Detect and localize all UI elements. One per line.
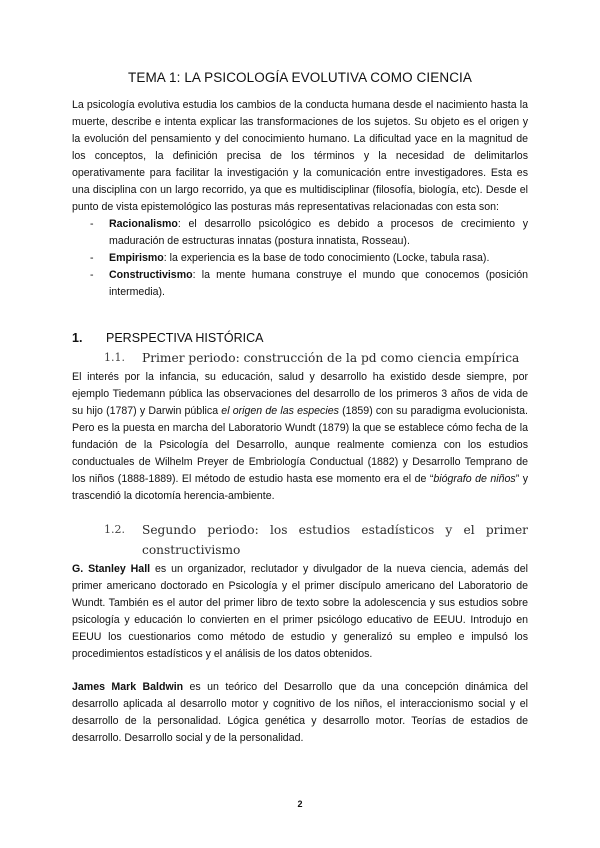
list-dash: - [90, 218, 94, 230]
person-name: G. Stanley Hall [72, 563, 151, 575]
term-racionalismo: Racionalismo [109, 218, 178, 230]
list-item [90, 250, 528, 267]
intro-paragraph: La psicología evolutiva estudia los cambios de la conducta humana desde el nacimiento hasta la muerte, describe e intenta explicar las transformaciones de los sujetos. Su objeto es el origen y la evolución del pensamiento y del conocimiento humano. La dificultad yace en la magnitud de los conceptos, la definición precisa de los términos y la necesidad de delimitarlos operativamente para facilitar la investigación y la comunicación entre investigadores. Esta es una disciplina con un largo recorrido, ya que es multidisciplinar (filosofía, biología, etc). Desde el punto de vista epistemológico las posturas más representativas relacionadas con esta son: [72, 99, 528, 213]
section-number: 1. [72, 331, 83, 345]
term-description: : el desarrollo psicológico es debido a procesos de crecimiento y maduración de estructuras innatas (postura innatista, Rosseau). [109, 218, 528, 247]
list-dash: - [90, 252, 94, 264]
page-number: 2 [297, 799, 303, 809]
subsection-heading-continuation [72, 541, 528, 559]
section-heading [72, 331, 528, 345]
term-constructivismo: Constructivismo [109, 269, 193, 281]
body-paragraph: James Mark Baldwin es un teórico del Desarrollo que da una concepción dinámica del desarrollo aplicada al desarrollo motor y cognitivo de los niños, el interaccionismo social y el desarrollo de la personalidad. Lógica genética y desarrollo motor. Teorías de estadios de desarrollo. Desarrollo social y de la personalidad. [72, 681, 528, 744]
list-dash: - [90, 269, 94, 281]
subsection-title-line2: constructivismo [142, 543, 241, 557]
list-item [90, 216, 528, 250]
italic-term: biógrafo de niños [433, 473, 516, 485]
italic-title: el origen de las especies [221, 405, 339, 417]
body-paragraph: El interés por la infancia, su educación, salud y desarrollo ha existido desde siempre, por ejemplo Tiedemann pública las observaciones del desarrollo de los primeros 3 años de vida de su hijo (1787) y Darwin pública el origen de las especies (1859) con su paradigma evolucionista. Pero es la puesta en marcha del Laboratorio Wundt (1879) la que se establece cómo fecha de la fundación de la Psicología del Desarrollo, aunque realmente comienza con los estudios conductuales de Wilhelm Preyer de Embriología Conductual (1882) y Desarrollo Temprano de los niños (1888-1889). El método de estudio hasta ese momento era el de “biógrafo de niños” y trascendió la dicotomía herencia-ambiente. [72, 371, 529, 502]
person-name: James Mark Baldwin [72, 681, 184, 693]
list-item [90, 267, 528, 301]
subsection-heading [72, 521, 528, 539]
term-description: : la mente humana construye el mundo que conocemos (posición intermedia). [109, 269, 528, 298]
subsection-heading [72, 349, 528, 367]
subsection-title: Segundo periodo: los estudios estadísticos y el primer [142, 523, 528, 537]
term-description: : la experiencia es la base de todo conocimiento (Locke, tabula rasa). [163, 252, 490, 264]
body-paragraph: G. Stanley Hall es un organizador, reclutador y divulgador de la nueva ciencia, además del primer americano doctorado en Psicología y el primer discípulo americano del Laboratorio de Wundt. También es el autor del primer libro de texto sobre la adolescencia y sus estudios sobre psicología y educación lo convierten en el primer psicólogo educativo de EEUU. Introdujo en EEUU los cuestionarios como método de estudio y generalizó su empleo e impulsó los procedimientos estadísticos y el análisis de los datos obtenidos. [72, 563, 529, 660]
document-page [72, 70, 528, 747]
section-title: PERSPECTIVA HISTÓRICA [106, 331, 264, 345]
positions-list [72, 216, 528, 301]
term-empirismo: Empirismo [109, 252, 164, 264]
subsection-number: 1.2. [104, 523, 125, 536]
subsection-number: 1.1. [104, 351, 125, 364]
subsection-title: Primer periodo: construcción de la pd como ciencia empírica [142, 351, 520, 365]
document-title: TEMA 1: LA PSICOLOGÍA EVOLUTIVA COMO CIENCIA [128, 70, 472, 85]
